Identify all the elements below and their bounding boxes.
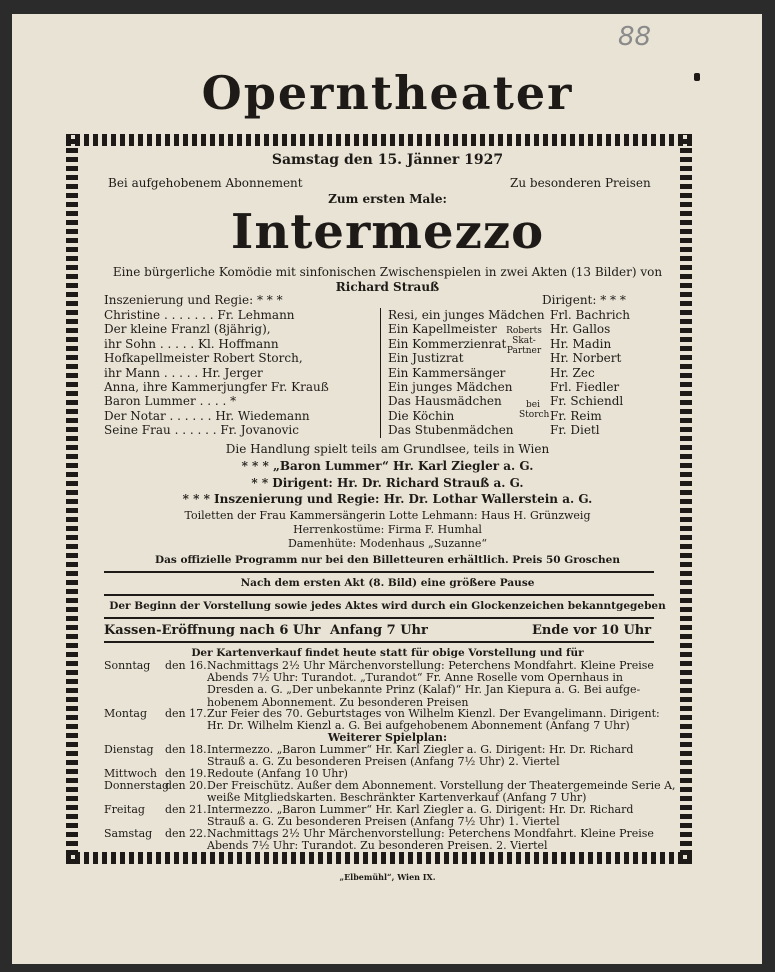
cast-actor: Hr. Madin — [550, 336, 612, 351]
schedule-date: den 16. — [165, 659, 207, 672]
cast-row: ihr Mann . . . . . Hr. Jerger — [104, 365, 263, 380]
cast-row: ihr Sohn . . . . . Kl. Hoffmann — [104, 336, 279, 351]
note-line: Herrenkostüme: Firma F. Humhal — [293, 523, 482, 536]
price-note: Zu besonderen Preisen — [510, 176, 651, 190]
program-note: Das offizielle Programm nur bei den Billetteuren erhältlich. Preis 50 Groschen — [155, 554, 620, 566]
cast-divider — [380, 308, 381, 438]
cast-role: Ein Justizrat — [388, 351, 464, 366]
divider — [104, 641, 654, 643]
abonnement-note: Bei aufgehobenem Abonnement — [108, 176, 303, 190]
sales-note: Der Kartenverkauf findet heute statt für obige Vorstellung und für — [191, 647, 584, 659]
cast-actor: Hr. Zec — [550, 365, 595, 380]
cast-row: Seine Frau . . . . . . Fr. Jovanovic — [104, 423, 299, 438]
start-note: Der Beginn der Vorstellung sowie jedes Aktes wird durch ein Glockenzeichen bekanntgegeben — [109, 600, 666, 612]
subtitle: Eine bürgerliche Komödie mit sinfonischen Zwischenspielen in zwei Akten (13 Bilder) von — [112, 265, 663, 279]
cast-role: Ein Kapellmeister — [388, 322, 497, 337]
cast-role: Die Köchin — [388, 408, 455, 423]
cast-actor: Frl. Bachrich — [550, 308, 630, 322]
direction-label: Inszenierung und Regie: * * * — [104, 293, 283, 307]
cast-role: Ein junges Mädchen — [388, 380, 513, 395]
cast-left — [104, 308, 380, 438]
handwritten-note: 88 — [618, 22, 652, 52]
cast-actor: Hr. Norbert — [550, 351, 622, 366]
schedule-day: Dienstag — [104, 743, 154, 756]
schedule-text: Intermezzo. „Baron Lummer“ Hr. Karl Ziegler a. G. Dirigent: Hr. Dr. Richard Strauß a. G. Zu besonderen Preisen (Anfang 7½ Uhr) 1. Viertel — [207, 803, 634, 829]
cast-row: Hofkapellmeister Robert Storch, — [104, 351, 303, 366]
cast-role: Das Stubenmädchen — [388, 423, 514, 438]
schedule-day: Freitag — [104, 803, 145, 816]
cast-actor: Frl. Fiedler — [550, 380, 620, 395]
opera-title: Intermezzo — [230, 204, 545, 260]
start-time: Anfang 7 Uhr — [330, 623, 428, 638]
composer: Richard Strauß — [335, 280, 440, 294]
divider — [104, 617, 654, 619]
schedule-day: Donnerstag — [104, 779, 170, 792]
cast-row: Baron Lummer . . . . * — [104, 394, 237, 409]
box-office-time: Kassen-Eröffnung nach 6 Uhr — [104, 623, 321, 638]
cast-row: Christine . . . . . . . Fr. Lehmann — [104, 308, 295, 322]
first-time-note: Zum ersten Male: — [328, 192, 447, 206]
cast-actor: Fr. Schiendl — [550, 394, 624, 409]
divider — [104, 571, 654, 573]
setting-line: Die Handlung spielt teils am Grundlsee, teils in Wien — [225, 442, 550, 456]
cast-role: Ein Kommerzienrat — [388, 336, 507, 351]
cast-row: Der Notar . . . . . . Hr. Wiedemann — [104, 408, 310, 423]
schedule-date: den 20. — [165, 779, 207, 792]
schedule-text: Intermezzo. „Baron Lummer“ Hr. Karl Ziegler a. G. Dirigent: Hr. Dr. Richard Strauß a. G. Zu besonderen Preisen (Anfang 7½ Uhr) 2. Viertel — [207, 743, 634, 769]
printer-imprint: „Elbemühl“, Wien IX. — [339, 872, 436, 882]
divider — [104, 594, 654, 596]
schedule-date: den 19. — [165, 767, 207, 780]
frame-top — [66, 134, 692, 146]
cast-role: Resi, ein junges Mädchen — [388, 308, 545, 322]
cast-row: Anna, ihre Kammerjungfer Fr. Krauß — [104, 380, 329, 395]
schedule-text: Zur Feier des 70. Geburtstages von Wilhelm Kienzl. Der Evangelimann. Dirigent: Hr. Dr. Wilhelm Kienzl a. G. Bei aufgehobenem Abonnement (Anfang 7 Uhr) — [207, 707, 660, 733]
cast-actor: Fr. Dietl — [550, 423, 600, 438]
schedule-text: Nachmittags 2½ Uhr Märchenvorstellung: Peterchens Mondfahrt. Kleine Preise Abends 7½ Uhr: Turandot. Zu besonderen Preisen. 2. Viertel — [207, 827, 654, 853]
note-line: Toiletten der Frau Kammersängerin Lotte Lehmann: Haus H. Grünzweig — [184, 509, 591, 522]
further-schedule-label: Weiterer Spielplan: — [327, 731, 448, 744]
frame-bottom — [66, 852, 692, 864]
cast-actor: Fr. Reim — [550, 408, 602, 423]
schedule-day: Mittwoch — [104, 767, 157, 780]
cast-row: Der kleine Franzl (8jährig), — [104, 322, 271, 337]
schedule-day: Samstag — [104, 827, 153, 840]
schedule-date: den 21. — [165, 803, 207, 816]
schedule-date: den 22. — [165, 827, 207, 840]
note-line: * * * Inszenierung und Regie: Hr. Dr. Lothar Wallerstein a. G. — [182, 492, 593, 506]
cast-role: Das Hausmädchen — [388, 394, 502, 409]
pause-note: Nach dem ersten Akt (8. Bild) eine größere Pause — [240, 577, 535, 589]
note-line: Damenhüte: Modenhaus „Suzanne“ — [287, 537, 488, 550]
cast-role: Ein Kammersänger — [388, 365, 506, 380]
schedule-text: Nachmittags 2½ Uhr Märchenvorstellung: Peterchens Mondfahrt. Kleine Preise Abends 7½ Uhr: Turandot. „Turandot“ Fr. Anne Roselle vom Opernhaus in Dresden a. G. „Der unbekannte Prinz (Kalaf)“ Hr. Jan Kiepura a. G. Bei aufge- hobenem Abonnement. Zu besonderen Preisen — [207, 659, 654, 709]
performance-date: Samstag den 15. Jänner 1927 — [271, 152, 504, 168]
schedule-text: Redoute (Anfang 10 Uhr) — [207, 767, 348, 780]
cast-right-actors — [550, 308, 630, 438]
note-line: * * * „Baron Lummer“ Hr. Karl Ziegler a. G. — [241, 459, 534, 473]
schedule-date: den 17. — [165, 707, 207, 720]
schedule-date: den 18. — [165, 743, 207, 756]
schedule-day: Sonntag — [104, 659, 151, 672]
note-line: * * Dirigent: Hr. Dr. Richard Strauß a. G. — [251, 476, 524, 490]
bracket-partners: Roberts Skat-Partner — [506, 326, 542, 356]
conductor-label: Dirigent: * * * — [542, 293, 626, 307]
schedule-day: Montag — [104, 707, 147, 720]
cast-actor: Hr. Gallos — [550, 322, 611, 337]
end-time: Ende vor 10 Uhr — [532, 623, 652, 638]
schedule-text: Der Freischütz. Außer dem Abonnement. Vorstellung der Theatergemeinde Serie A, weiße Mitgliedskarten. Beschränkter Kartenverkauf (Anfang 7 Uhr) — [207, 779, 676, 805]
bracket-storch: bei Storch — [519, 400, 550, 420]
theater-name: Operntheater — [201, 66, 574, 120]
